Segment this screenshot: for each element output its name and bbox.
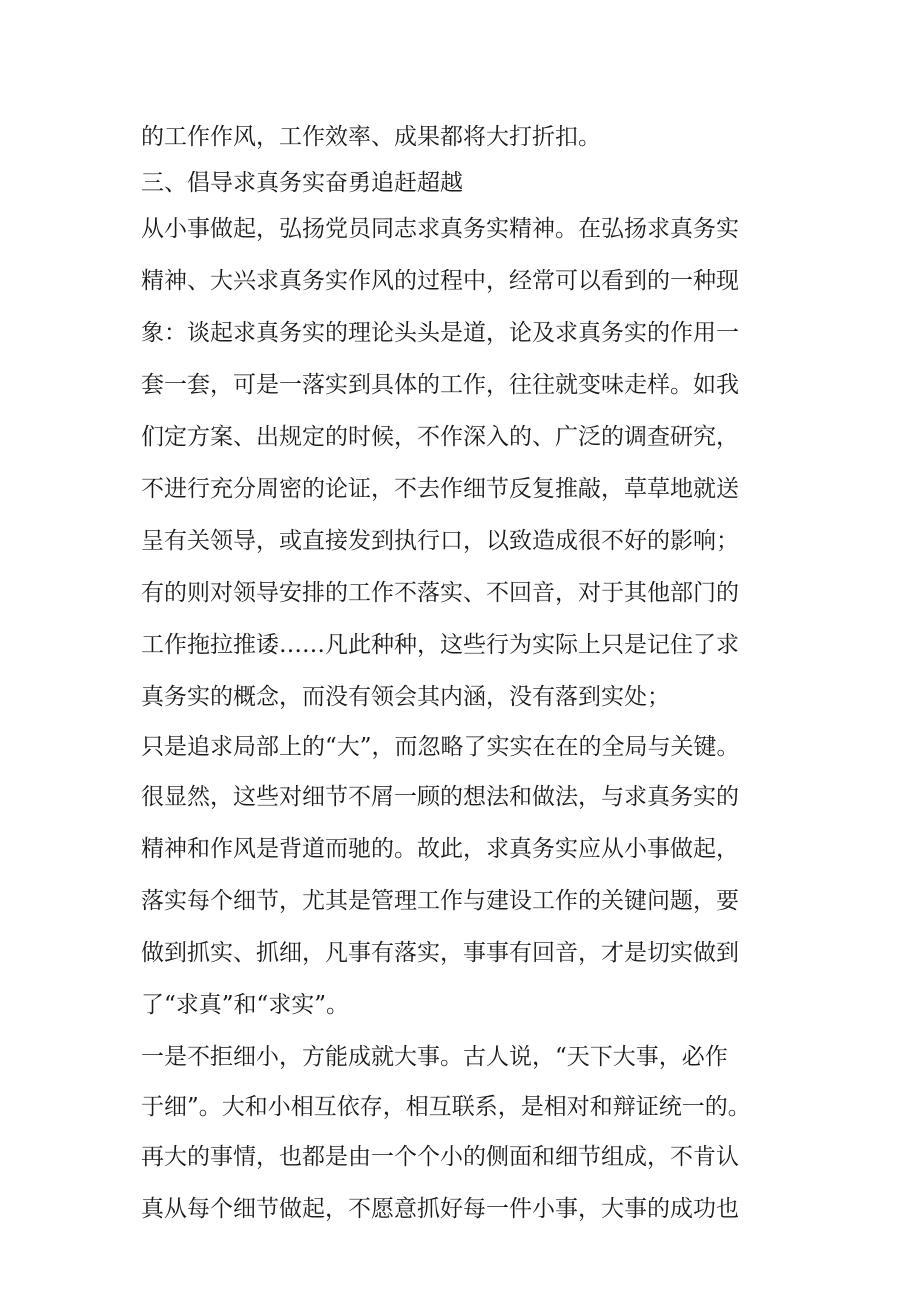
text-line: 了“求真”和“求实”。 bbox=[141, 992, 350, 1018]
text-line: 有的则对领导安排的工作不落实、不回音，对于其他部门的 bbox=[141, 580, 739, 606]
text-line: 精神、大兴求真务实作风的过程中，经常可以看到的一种现 bbox=[141, 268, 739, 294]
text-line: 落实每个细节，尤其是管理工作与建设工作的关键问题，要 bbox=[141, 888, 739, 914]
text-line: 套一套，可是一落实到具体的工作，往往就变味走样。如我 bbox=[141, 372, 739, 398]
text-line: 的工作作风，工作效率、成果都将大打折扣。 bbox=[141, 124, 601, 150]
text-line: 再大的事情，也都是由一个个小的侧面和细节组成，不肯认 bbox=[141, 1144, 739, 1170]
text-line: 真务实的概念，而没有领会其内涵，没有落到实处； bbox=[141, 684, 670, 710]
text-line: 不进行充分周密的论证，不去作细节反复推敲，草草地就送 bbox=[141, 476, 739, 502]
text-line: 们定方案、出规定的时候，不作深入的、广泛的调查研究， bbox=[141, 424, 739, 450]
text-line: 做到抓实、抓细，凡事有落实，事事有回音，才是切实做到 bbox=[141, 940, 739, 966]
text-line: 只是追求局部上的“大”，而忽略了实实在在的全局与关键。 bbox=[141, 734, 740, 760]
text-line: 呈有关领导，或直接发到执行口，以致造成很不好的影响； bbox=[141, 528, 739, 554]
text-line: 很显然，这些对细节不屑一顾的想法和做法，与求真务实的 bbox=[141, 784, 739, 810]
text-line: 工作拖拉推诿……凡此种种，这些行为实际上只是记住了求 bbox=[141, 632, 739, 658]
text-line: 从小事做起，弘扬党员同志求真务实精神。在弘扬求真务实 bbox=[141, 216, 739, 242]
text-line: 于细”。大和小相互依存，相互联系，是相对和辩证统一的。 bbox=[141, 1094, 751, 1120]
text-line: 真从每个细节做起，不愿意抓好每一件小事，大事的成功也 bbox=[141, 1196, 739, 1222]
text-line: 象：谈起求真务实的理论头头是道，论及求真务实的作用一 bbox=[141, 320, 739, 346]
text-line: 一是不拒细小，方能成就大事。古人说，“天下大事，必作 bbox=[141, 1044, 728, 1070]
text-line: 精神和作风是背道而驰的。故此，求真务实应从小事做起， bbox=[141, 836, 739, 862]
section-heading: 三、倡导求真务实奋勇追赶超越 bbox=[141, 170, 463, 196]
